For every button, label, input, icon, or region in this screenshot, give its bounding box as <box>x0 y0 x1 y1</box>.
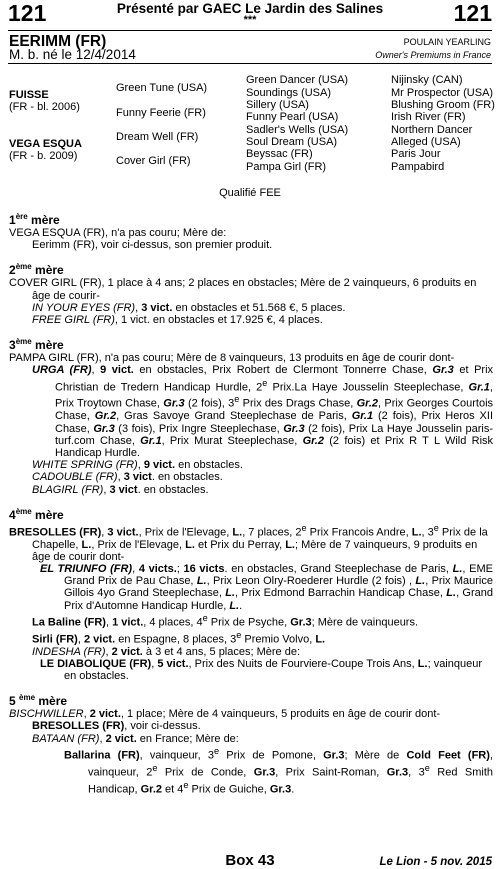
consignor-header <box>100 2 400 25</box>
ped-gen2-item: Funny Feerie (FR) <box>116 107 206 119</box>
ped-gen3-item: Beyssac (FR) <box>246 148 313 160</box>
ped-gen3-item: Pampa Girl (FR) <box>246 161 327 173</box>
dam-description: (FR - b. 2009) <box>9 150 78 163</box>
produce-line: Ballarina (FR), vainqueur, 3e Prix de Pomone, Gr.3; Mère de Cold Feet (FR), vainqueur, 2e Prix de Conde, Gr.3, Prix Saint-Roman, Gr.3, 3e Red Smith Handicap, Gr.2 et 4e Prix de Guiche, Gr.3. <box>64 745 494 796</box>
ped-gen4-item: Paris Jour <box>391 148 441 160</box>
produce-line: BRESOLLES (FR), voir ci-dessus. <box>32 720 201 733</box>
ped-gen4-item: Northern Dancer <box>391 124 473 136</box>
sire <box>9 89 80 114</box>
dam-line: BRESOLLES (FR), 3 vict., Prix de l'Elevage, L., 7 places, 2e Prix Francois Andre, L., 3e Prix de la Chapelle, L., Prix de l'Elevage, L. et Prix du Perray, L.; Mère de 7 vainqueurs, 9 produits en âge de courir dont- <box>9 522 488 563</box>
ped-gen4-item: Mr Prospector (USA) <box>391 87 494 99</box>
section-title: 1ère mère <box>9 212 60 227</box>
produce-line: WHITE SPRING (FR), 9 vict. en obstacles. <box>32 459 243 472</box>
ped-gen2-item: Cover Girl (FR) <box>116 155 191 167</box>
produce-line: URGA (FR), 9 vict. en obstacles, Prix Robert de Clermont Tonnerre Chase, Gr.3 et Prix Christian de Tredern Handicap Hurdle, 2e Prix.La Haye Jousselin Steeplechase, Gr.1, Prix Troytown Chase, Gr.3 (2 fois), 3e Prix des Drags Chase, Gr.2, Prix Georges Courtois Chase, Gr.2, Gras Savoye Grand Steeplechase de Paris, Gr.1 (2 fois), Prix Heros XII Chase, Gr.3 (3 fois), Prix Ingre Steeplechase, Gr.3 (2 fois), Prix La Haye Jousselin paris-turf.com Chase, Gr.1, Prix Murat Steeplechase, Gr.2 (2 fois) et Prix R T L Wild Risk Handicap Hurdle. <box>32 364 494 459</box>
dam-line: BISCHWILLER, 2 vict., 1 place; Mère de 4 vainqueurs, 5 produits en âge de courir dont- <box>9 708 441 721</box>
header-divider <box>8 30 492 31</box>
box-number: Box 43 <box>225 852 275 869</box>
section-title: 5 $^{ème}$ mère <box>9 693 68 709</box>
ped-gen3-item: Green Dancer (USA) <box>246 74 349 86</box>
sire-name: FUISSE <box>9 89 49 101</box>
section-title: 3ème mère <box>9 337 64 353</box>
produce-line: LE DIABOLIQUE (FR), 5 vict., Prix des Nuits de Fourviere-Coupe Trois Ans, L.; vainqueur en obstacles. <box>40 657 483 682</box>
first-dam-section <box>9 210 493 251</box>
produce-line: FREE GIRL (FR), 1 vict. en obstacles et 17.925 €, 4 places. <box>32 314 323 327</box>
produce-line: Eerimm (FR), voir ci-dessus, son premier produit. <box>32 239 273 252</box>
horse-description: M. b. né le 12/4/2014 <box>9 47 136 62</box>
sale-location-date: Le Lion - 5 nov. 2015 <box>379 856 492 868</box>
ped-gen3-item: Soundings (USA) <box>246 87 331 99</box>
produce-line: IN YOUR EYES (FR), 3 vict. en obstacles et 51.568 €, 5 places. <box>32 301 346 314</box>
horse-divider <box>8 63 492 64</box>
fourth-dam-section <box>9 505 493 682</box>
produce-line: INDESHA (FR), 2 vict. à 3 et 4 ans, 5 places; Mère de: <box>32 645 301 658</box>
second-dam-section <box>9 260 493 326</box>
section-title: 2ème mère <box>9 262 64 278</box>
produce-record <box>9 210 493 804</box>
ped-gen4-item: Blushing Groom (FR) <box>391 99 495 111</box>
fifth-dam-section <box>9 691 493 795</box>
ped-gen3-item: Sillery (USA) <box>246 99 309 111</box>
owner-premium: Owner's Premiums in France <box>375 50 491 60</box>
lot-number-left: 121 <box>8 0 47 26</box>
dam-line: COVER GIRL (FR), 1 place à 4 ans; 2 places en obstacles; Mère de 2 vainqueurs, 6 produits en âge de courir- <box>9 277 477 302</box>
dam-name: VEGA ESQUA <box>9 138 82 150</box>
third-dam-section <box>9 335 493 496</box>
consignor-name: Présenté par GAEC Le Jardin des Salines <box>116 1 384 16</box>
dam-line: PAMPA GIRL (FR), n'a pas couru; Mère de 8 vainqueurs, 13 produits en âge de courir dont- <box>9 352 455 365</box>
sale-type: POULAIN YEARLING <box>403 37 491 47</box>
dam-line: VEGA ESQUA (FR), n'a pas couru; Mère de: <box>9 227 227 239</box>
sire-description: (FR - bl. 2006) <box>9 101 80 114</box>
ped-gen4-item: Irish River (FR) <box>391 111 466 123</box>
produce-line: BATAAN (FR), 2 vict. en France; Mère de: <box>32 732 239 745</box>
section-title: 4ème mère <box>9 506 64 522</box>
ped-gen2-item: Green Tune (USA) <box>116 82 208 94</box>
produce-line: EL TRIUNFO (FR), 4 victs.; 16 victs. en obstacles, Grand Steeplechase de Paris, L., EME Grand Prix de Pau Chase, L., Prix Leon Olry-Roederer Hurdle (2 fois) , L., Prix Maurice Gillois 4yo Grand Steeplechase, L., Prix Edmond Barrachin Handicap Chase, L., Grand Prix d'Automne Handicap Hurdle, L.. <box>40 563 494 612</box>
ped-gen4-item: Alleged (USA) <box>391 136 461 148</box>
qualification: Qualifié FEE <box>219 187 281 199</box>
produce-line: BLAGIRL (FR), 3 vict. en obstacles. <box>32 483 209 496</box>
ped-gen3-item: Funny Pearl (USA) <box>246 111 339 123</box>
dam <box>9 138 82 163</box>
consignor-stars: *** <box>243 14 257 26</box>
horse-name: EERIMM (FR) <box>9 33 107 50</box>
produce-line: CADOUBLE (FR), 3 vict. en obstacles. <box>32 471 223 484</box>
ped-gen3-item: Sadler's Wells (USA) <box>246 124 349 136</box>
ped-gen4-item: Pampabird <box>391 161 445 173</box>
ped-gen4-item: Nijinsky (CAN) <box>391 74 463 86</box>
produce-line: La Baline (FR), 1 vict., 4 places, 4e Prix de Psyche, Gr.3; Mère de vainqueurs. <box>32 612 419 629</box>
lot-number-right: 121 <box>453 0 492 26</box>
produce-line: Sirli (FR), 2 vict. en Espagne, 8 places, 3e Premio Volvo, L. <box>32 629 326 646</box>
ped-gen2-item: Dream Well (FR) <box>116 131 199 143</box>
ped-gen3-item: Soul Dream (USA) <box>246 136 338 148</box>
